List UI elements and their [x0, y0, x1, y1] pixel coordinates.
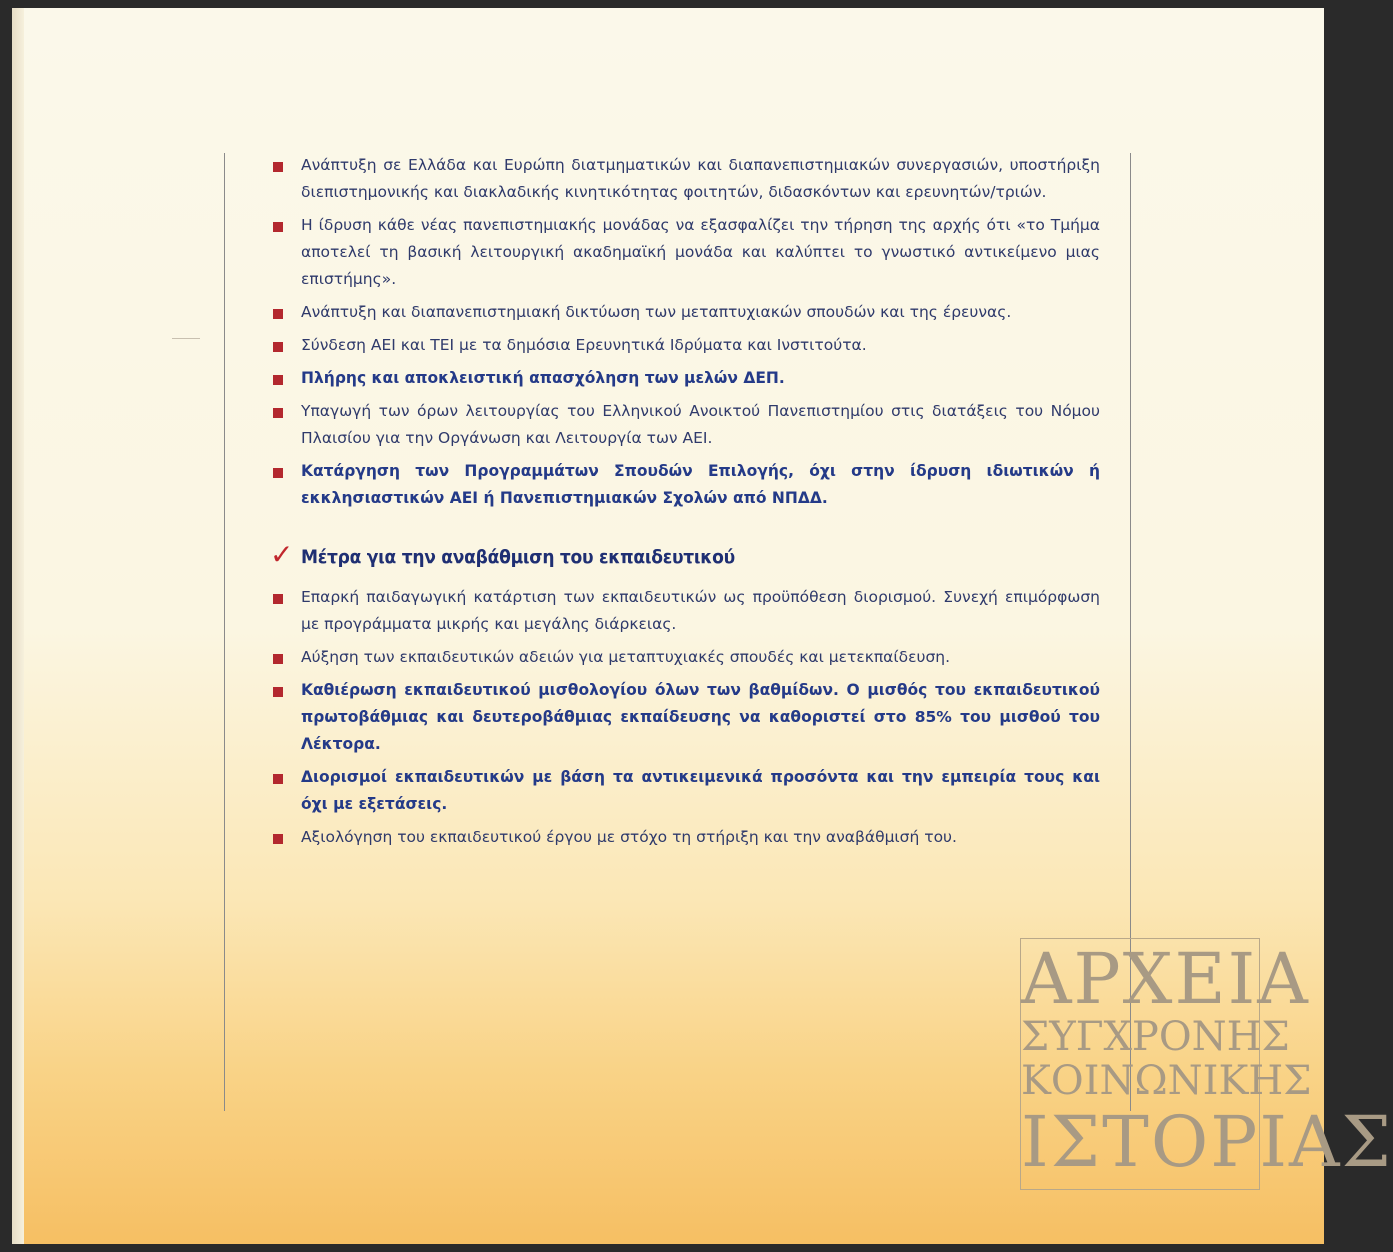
watermark-line: ΑΡΧΕΙΑ — [1021, 938, 1310, 1020]
list-item — [270, 584, 1100, 638]
page-binding-edge — [12, 8, 24, 1244]
checkmark-icon: ✓ — [270, 538, 294, 571]
list-item-text: Αύξηση των εκπαιδευτικών αδειών για μεταπτυχιακές σπουδές και μετεκπαίδευση. — [301, 648, 951, 666]
square-bullet-icon — [273, 162, 283, 172]
list-item — [270, 677, 1100, 758]
list-item — [270, 398, 1100, 452]
watermark-line: ΙΣΤΟΡΙΑΣ — [1021, 1101, 1393, 1183]
list-item-text: Αξιολόγηση του εκπαιδευτικού έργου με στόχο τη στήριξη και την αναβάθμισή του. — [301, 828, 957, 846]
square-bullet-icon — [273, 408, 283, 418]
text-column — [270, 152, 1100, 857]
list-item — [270, 212, 1100, 293]
square-bullet-icon — [273, 834, 283, 844]
list-item-text: Επαρκή παιδαγωγική κατάρτιση των εκπαιδευτικών ως προϋπόθεση διορισμού. Συνεχή επιμόρφωση με προγράμματα μικρής και μεγάλης διάρκειας. — [301, 588, 1100, 633]
list-item — [270, 644, 1100, 671]
list-item — [270, 365, 1100, 392]
list-item-text: Υπαγωγή των όρων λειτουργίας του Ελληνικού Ανοικτού Πανεπιστημίου στις διατάξεις του Νόμου Πλαισίου για την Οργάνωση και Λειτουργία των ΑΕΙ. — [301, 402, 1100, 447]
left-margin-rule — [224, 153, 225, 1111]
list-item-text: Ανάπτυξη σε Ελλάδα και Ευρώπη διατμηματικών και διαπανεπιστημιακών συνεργασιών, υποστήριξη διεπιστημονικής και διακλαδικής κινητικότητας φοιτητών, διδασκόντων και ερευνητών/τριών. — [301, 156, 1100, 201]
section-heading — [270, 538, 1100, 574]
list-item — [270, 332, 1100, 359]
watermark-line: ΚΟΙΝΩΝΙΚΗΣ — [1021, 1058, 1312, 1104]
document-page — [12, 8, 1393, 1244]
square-bullet-icon — [273, 375, 283, 385]
square-bullet-icon — [273, 687, 283, 697]
list-item — [270, 824, 1100, 851]
list-item — [270, 764, 1100, 818]
bullet-list-teachers — [270, 584, 1100, 851]
section-heading-text: Μέτρα για την αναβάθμιση του εκπαιδευτικού — [301, 546, 735, 568]
square-bullet-icon — [273, 594, 283, 604]
archive-watermark-stamp — [1020, 938, 1393, 1190]
margin-mark — [172, 338, 200, 339]
square-bullet-icon — [273, 774, 283, 784]
list-item-text: Κατάργηση των Προγραμμάτων Σπουδών Επιλογής, όχι στην ίδρυση ιδιωτικών ή εκκλησιαστικών ΑΕΙ ή Πανεπιστημιακών Σχολών από ΝΠΔΔ. — [301, 462, 1100, 507]
list-item — [270, 458, 1100, 512]
list-item-text: Καθιέρωση εκπαιδευτικού μισθολογίου όλων των βαθμίδων. Ο μισθός του εκπαιδευτικού πρωτοβάθμιας και δευτεροβάθμιας εκπαίδευσης να καθοριστεί στο 85% του μισθού του Λέκτορα. — [301, 681, 1100, 753]
list-item-text: Πλήρης και αποκλειστική απασχόληση των μελών ΔΕΠ. — [301, 369, 785, 387]
list-item-text: Ανάπτυξη και διαπανεπιστημιακή δικτύωση των μεταπτυχιακών σπουδών και της έρευνας. — [301, 303, 1012, 321]
list-item — [270, 152, 1100, 206]
bullet-list-universities — [270, 152, 1100, 512]
square-bullet-icon — [273, 222, 283, 232]
watermark-line: ΣΥΓΧΡΟΝΗΣ — [1021, 1014, 1290, 1060]
list-item-text: Σύνδεση ΑΕΙ και ΤΕΙ με τα δημόσια Ερευνητικά Ιδρύματα και Ινστιτούτα. — [301, 336, 867, 354]
list-item-text: Η ίδρυση κάθε νέας πανεπιστημιακής μονάδας να εξασφαλίζει την τήρηση της αρχής ότι «το Τμήμα αποτελεί τη βασική λειτουργική ακαδημαϊκή μονάδα και καλύπτει το γνωστικό αντικείμενο μιας επιστήμης». — [301, 216, 1100, 288]
square-bullet-icon — [273, 654, 283, 664]
list-item-text: Διορισμοί εκπαιδευτικών με βάση τα αντικειμενικά προσόντα και την εμπειρία τους και όχι με εξετάσεις. — [301, 768, 1100, 813]
square-bullet-icon — [273, 309, 283, 319]
list-item — [270, 299, 1100, 326]
square-bullet-icon — [273, 342, 283, 352]
square-bullet-icon — [273, 468, 283, 478]
